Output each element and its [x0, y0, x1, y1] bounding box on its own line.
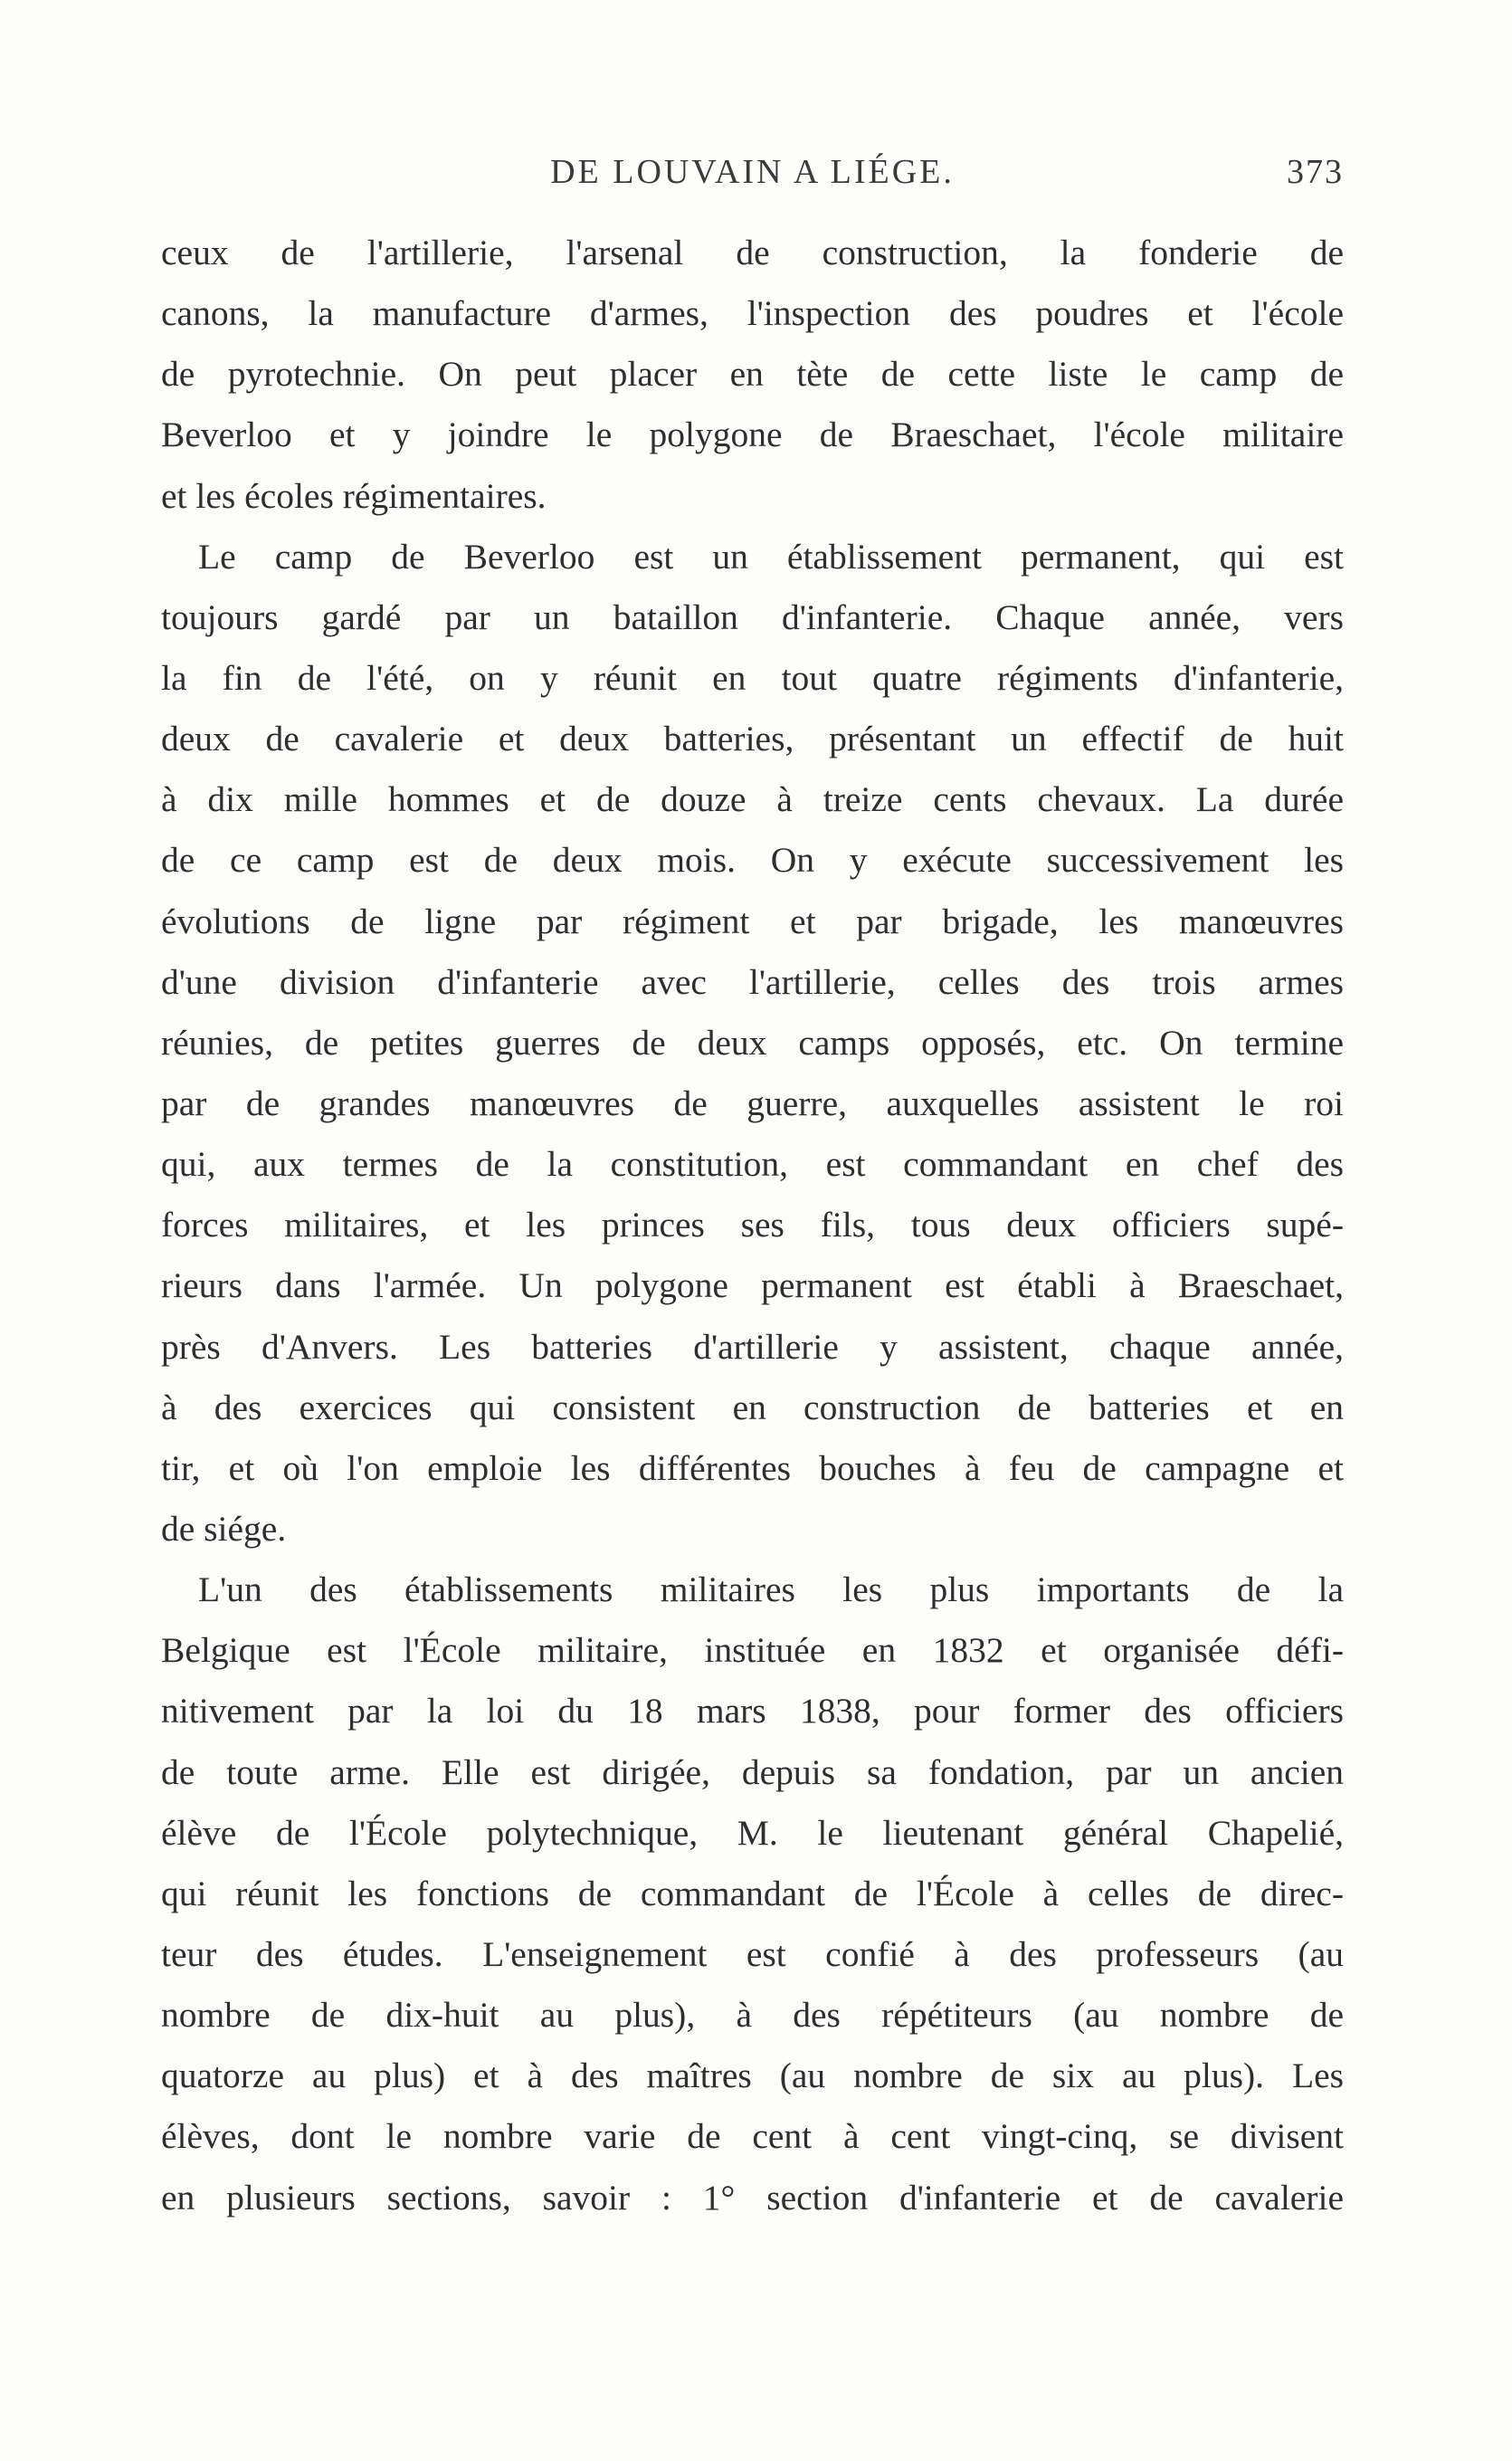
text-line: élève de l'École polytechnique, M. le lieutenant général Chapelié,	[161, 1812, 1344, 1853]
page-number: 373	[1287, 153, 1344, 191]
text-line: canons, la manufacture d'armes, l'inspection des poudres et l'école	[161, 293, 1344, 334]
text-line: qui réunit les fonctions de commandant de l'École à celles de direc-	[161, 1873, 1344, 1913]
text-line: toujours gardé par un bataillon d'infanterie. Chaque année, vers	[161, 596, 1344, 637]
text-line: d'une division d'infanterie avec l'artillerie, celles des trois armes	[161, 961, 1344, 1002]
text-line: L'un des établissements militaires les plus importants de la	[198, 1569, 1344, 1610]
text-line: en plusieurs sections, savoir : 1° section d'infanterie et de cavalerie	[161, 2177, 1344, 2218]
text-line: tir, et où l'on emploie les différentes bouches à feu de campagne et	[161, 1447, 1344, 1488]
text-line: qui, aux termes de la constitution, est commandant en chef des	[161, 1144, 1344, 1185]
text-line: quatorze au plus) et à des maîtres (au nombre de six au plus). Les	[161, 2056, 1344, 2096]
text-line: et les écoles régimentaires.	[161, 475, 547, 516]
text-line: de ce camp est de deux mois. On y exécute successivement les	[161, 840, 1344, 881]
text-line: Beverloo et y joindre le polygone de Braeschaet, l'école militaire	[161, 415, 1344, 455]
text-line: la fin de l'été, on y réunit en tout quatre régiments d'infanterie,	[161, 657, 1344, 698]
text-line: par de grandes manœuvres de guerre, auxquelles assistent le roi	[161, 1083, 1344, 1123]
text-line: près d'Anvers. Les batteries d'artillerie y assistent, chaque année,	[161, 1326, 1344, 1367]
text-line: teur des études. L'enseignement est confié à des professeurs (au	[161, 1933, 1344, 1974]
text-line: à dix mille hommes et de douze à treize cents chevaux. La durée	[161, 779, 1344, 820]
text-line: de pyrotechnie. On peut placer en tète de cette liste le camp de	[161, 354, 1344, 395]
text-line: forces militaires, et les princes ses fils, tous deux officiers supé-	[161, 1205, 1344, 1245]
text-line: ceux de l'artillerie, l'arsenal de construction, la fonderie de	[161, 233, 1344, 272]
text-line: évolutions de ligne par régiment et par brigade, les manœuvres	[161, 901, 1344, 941]
text-line: nitivement par la loi du 18 mars 1838, pour former des officiers	[161, 1691, 1344, 1731]
text-line: de siége.	[161, 1508, 287, 1549]
text-line: Le camp de Beverloo est un établissement permanent, qui est	[198, 536, 1344, 577]
text-line: de toute arme. Elle est dirigée, depuis sa fondation, par un ancien	[161, 1751, 1344, 1792]
text-line: à des exercices qui consistent en construction de batteries et en	[161, 1387, 1344, 1427]
text-line: réunies, de petites guerres de deux camps opposés, etc. On termine	[161, 1022, 1344, 1063]
page-header	[161, 152, 1344, 206]
running-title: DE LOUVAIN A LIÉGE.	[550, 153, 955, 191]
text-line: rieurs dans l'armée. Un polygone permanent est établi à Braeschaet,	[161, 1265, 1344, 1306]
text-line: nombre de dix-huit au plus), à des répétiteurs (au nombre de	[161, 1995, 1344, 2036]
text-line: deux de cavalerie et deux batteries, présentant un effectif de huit	[161, 719, 1344, 759]
body-text	[161, 223, 1344, 2228]
text-line: élèves, dont le nombre varie de cent à cent vingt-cinq, se divisent	[161, 2116, 1344, 2157]
text-line: Belgique est l'École militaire, instituée en 1832 et organisée défi-	[161, 1630, 1344, 1671]
